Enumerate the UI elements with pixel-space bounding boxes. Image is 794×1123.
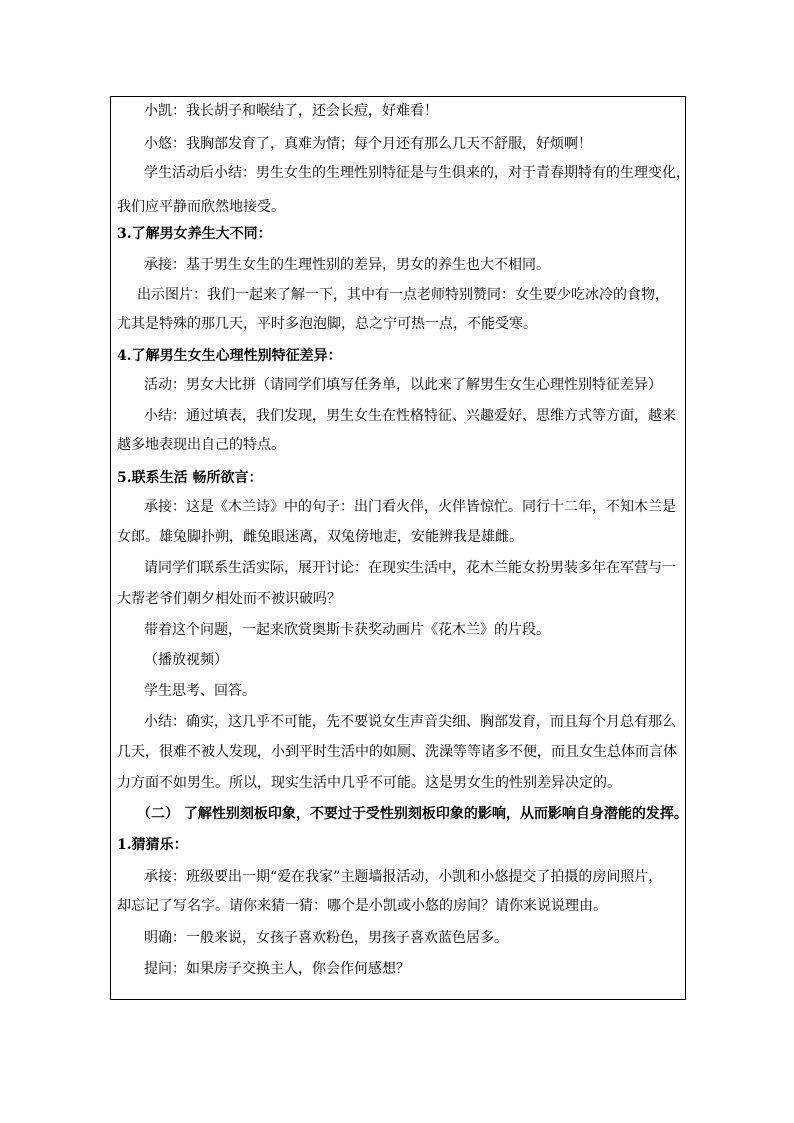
text-line: 力方面不如男生。所以，现实生活中几乎不可能。这是男女生的性别差异决定的。 — [117, 775, 621, 791]
text-line: 带着这个问题，一起来欣赏奥斯卡获奖动画片《花木兰》的片段。 — [144, 622, 550, 638]
text-line: （二） 了解性别刻板印象，不要过于受性别刻板印象的影响，从而影响自身潜能的发挥。 — [137, 806, 688, 822]
text-line: 大帮老爷们朝夕相处而不被识破吗？ — [117, 591, 341, 607]
text-line: 1.猜猜乐： — [117, 837, 188, 853]
document-table-cell — [110, 96, 690, 1000]
text-line: 小结：通过填表，我们发现，男生女生在性格特征、兴趣爱好、思维方式等方面，越来 — [144, 408, 676, 424]
text-line: 学生活动后小结：男生女生的生理性别特征是与生俱来的，对于青春期特有的生理变化， — [144, 165, 690, 181]
text-line: 活动：男女大比拼（请同学们填写任务单，以此来了解男生女生心理性别特征差异） — [144, 377, 662, 393]
text-line: 小凯：我长胡子和喉结了，还会长痘，好难看！ — [144, 103, 438, 119]
text-line: 女郎。雄兔脚扑朔，雌兔眼迷离，双兔傍地走，安能辨我是雄雌。 — [117, 529, 523, 545]
text-line: 承接：这是《木兰诗》中的句子：出门看火伴，火伴皆惊忙。同行十二年，不知木兰是 — [144, 499, 676, 515]
text-line: 承接：基于男生女生的生理性别的差异，男女的养生也大不相同。 — [144, 257, 550, 273]
text-line: 5.联系生活 畅所欲言： — [117, 470, 263, 486]
text-line: 小结：确实，这几乎不可能，先不要说女生声音尖细、胸部发育，而且每个月总有那么 — [144, 714, 676, 730]
text-line: 尤其是特殊的那几天，平时多泡泡脚，总之宁可热一点，不能受寒。 — [117, 316, 537, 332]
text-line: 提问：如果房子交换主人，你会作何感想？ — [144, 961, 410, 977]
text-line: 明确：一般来说，女孩子喜欢粉色，男孩子喜欢蓝色居多。 — [144, 930, 508, 946]
text-line: 出示图片：我们一起来了解一下，其中有一点老师特别赞同：女生要少吃冰冷的食物， — [137, 287, 669, 303]
text-line: 3.了解男女养生大不同： — [117, 226, 272, 242]
text-line: 4.了解男生女生心理性别特征差异： — [117, 348, 342, 364]
text-line: 承接：班级要出一期“爱在我家”主题墙报活动，小凯和小悠提交了拍摄的房间照片， — [144, 869, 663, 885]
text-line: 我们应平静而欣然地接受。 — [117, 199, 285, 215]
text-line: （播放视频） — [144, 652, 228, 668]
text-line: 越多地表现出自己的特点。 — [117, 437, 285, 453]
text-line: 小悠：我胸部发育了，真难为情；每个月还有那么几天不舒服，好烦啊！ — [144, 136, 592, 152]
text-line: 几天，很难不被人发现，小到平时生活中的如厕、洗澡等等诸多不便，而且女生总体而言体 — [117, 744, 677, 760]
text-line: 请同学们联系生活实际，展开讨论：在现实生活中，花木兰能女扮男装多年在军营与一 — [144, 560, 676, 576]
text-line: 学生思考、回答。 — [144, 683, 256, 699]
text-line: 却忘记了写名字。请你来猜一猜：哪个是小凯或小悠的房间？请你来说说理由。 — [117, 898, 607, 914]
